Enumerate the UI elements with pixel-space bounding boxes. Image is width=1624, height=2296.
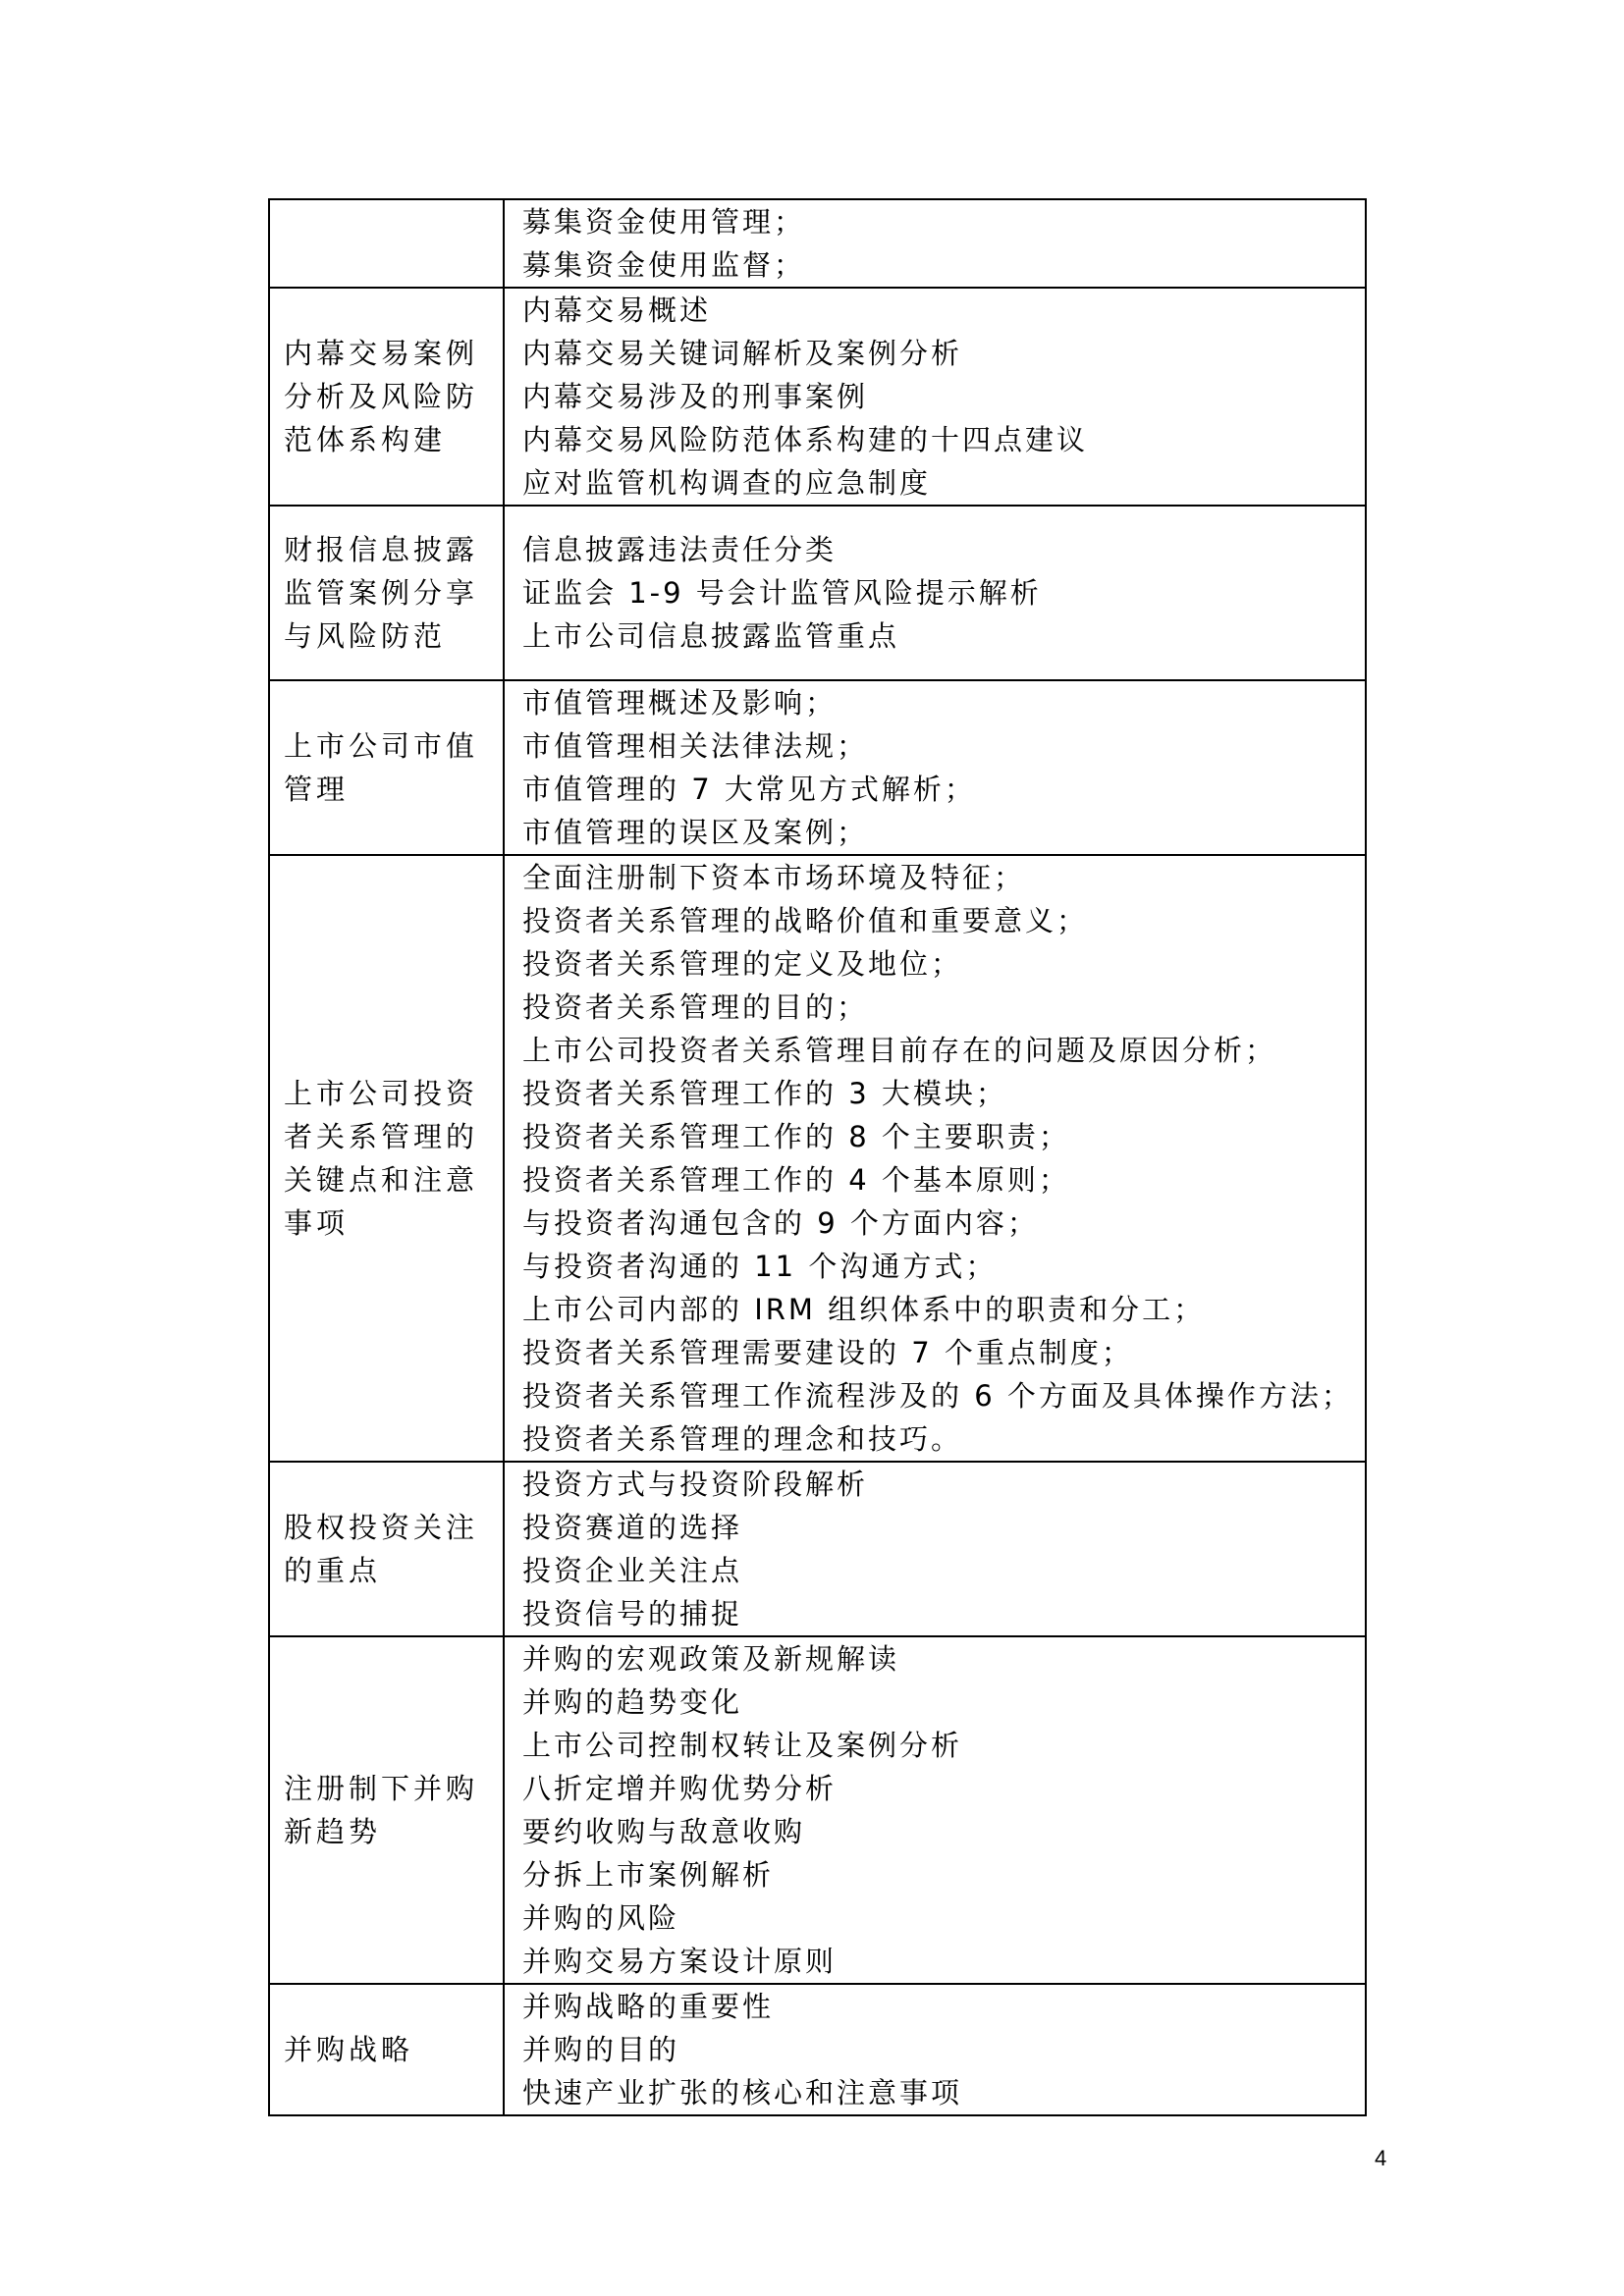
table-row xyxy=(269,199,1366,288)
course-topics-table xyxy=(268,198,1367,2116)
list-item: 信息披露违法责任分类 xyxy=(522,533,838,566)
list-item: 上市公司内部的 IRM 组织体系中的职责和分工； xyxy=(522,1293,1206,1326)
list-item: 全面注册制下资本市场环境及特征； xyxy=(522,861,1026,894)
list-item: 要约收购与敌意收购 xyxy=(522,1815,806,1848)
list-item: 投资者关系管理工作的 4 个基本原则； xyxy=(522,1163,1070,1197)
topic-cell: 财报信息披露监管案例分享与风险防范 xyxy=(269,506,504,680)
list-item: 投资者关系管理的目的； xyxy=(522,990,869,1024)
list-item: 内幕交易风险防范体系构建的十四点建议 xyxy=(522,423,1089,456)
list-item: 市值管理概述及影响； xyxy=(522,686,838,720)
items-cell xyxy=(504,1984,1366,2115)
list-item: 投资赛道的选择 xyxy=(522,1511,743,1544)
items-cell xyxy=(504,1462,1366,1636)
list-item: 募集资金使用监督； xyxy=(522,248,806,282)
table-row xyxy=(269,288,1366,506)
list-item: 八折定增并购优势分析 xyxy=(522,1772,838,1805)
list-item: 并购的目的 xyxy=(522,2033,680,2066)
topic-cell: 上市公司投资者关系管理的关键点和注意事项 xyxy=(269,855,504,1462)
items-cell xyxy=(504,1636,1366,1984)
list-item: 投资者关系管理的定义及地位； xyxy=(522,947,963,981)
list-item: 并购的风险 xyxy=(522,1901,680,1935)
list-item: 投资信号的捕捉 xyxy=(522,1597,743,1630)
list-item: 投资者关系管理的理念和技巧。 xyxy=(522,1422,963,1456)
items-cell xyxy=(504,199,1366,288)
list-item: 投资者关系管理工作流程涉及的 6 个方面及具体操作方法； xyxy=(522,1379,1353,1413)
list-item: 证监会 1-9 号会计监管风险提示解析 xyxy=(522,576,1042,610)
items-cell xyxy=(504,288,1366,506)
list-item: 投资者关系管理需要建设的 7 个重点制度； xyxy=(522,1336,1133,1369)
topic-cell: 注册制下并购新趋势 xyxy=(269,1636,504,1984)
list-item: 市值管理的误区及案例； xyxy=(522,816,869,849)
list-item: 并购的趋势变化 xyxy=(522,1685,743,1719)
list-item: 上市公司信息披露监管重点 xyxy=(522,619,900,653)
list-item: 内幕交易涉及的刑事案例 xyxy=(522,380,869,413)
list-item: 与投资者沟通包含的 9 个方面内容； xyxy=(522,1206,1039,1240)
table-row xyxy=(269,1984,1366,2115)
topic-cell: 股权投资关注的重点 xyxy=(269,1462,504,1636)
table-row xyxy=(269,506,1366,680)
list-item: 投资者关系管理工作的 3 大模块； xyxy=(522,1077,1007,1110)
table-row xyxy=(269,680,1366,855)
items-cell xyxy=(504,855,1366,1462)
table-row xyxy=(269,855,1366,1462)
list-item: 投资者关系管理的战略价值和重要意义； xyxy=(522,904,1089,937)
list-item: 内幕交易关键词解析及案例分析 xyxy=(522,337,963,370)
list-item: 快速产业扩张的核心和注意事项 xyxy=(522,2076,963,2109)
list-item: 上市公司控制权转让及案例分析 xyxy=(522,1729,963,1762)
list-item: 募集资金使用管理； xyxy=(522,205,806,239)
list-item: 内幕交易概述 xyxy=(522,294,712,327)
list-item: 并购战略的重要性 xyxy=(522,1990,775,2023)
topic-cell: 并购战略 xyxy=(269,1984,504,2115)
list-item: 投资企业关注点 xyxy=(522,1554,743,1587)
items-cell xyxy=(504,506,1366,680)
topic-cell xyxy=(269,199,504,288)
list-item: 市值管理的 7 大常见方式解析； xyxy=(522,773,976,806)
list-item: 市值管理相关法律法规； xyxy=(522,729,869,763)
topic-cell: 内幕交易案例分析及风险防范体系构建 xyxy=(269,288,504,506)
items-cell xyxy=(504,680,1366,855)
list-item: 上市公司投资者关系管理目前存在的问题及原因分析； xyxy=(522,1034,1277,1067)
page-number: 4 xyxy=(1375,2146,1387,2170)
table-row xyxy=(269,1636,1366,1984)
list-item: 分拆上市案例解析 xyxy=(522,1858,775,1892)
list-item: 与投资者沟通的 11 个沟通方式； xyxy=(522,1250,998,1283)
list-item: 投资方式与投资阶段解析 xyxy=(522,1468,869,1501)
list-item: 投资者关系管理工作的 8 个主要职责； xyxy=(522,1120,1070,1153)
topic-cell: 上市公司市值管理 xyxy=(269,680,504,855)
table-row xyxy=(269,1462,1366,1636)
list-item: 并购的宏观政策及新规解读 xyxy=(522,1642,900,1676)
list-item: 并购交易方案设计原则 xyxy=(522,1945,838,1978)
list-item: 应对监管机构调查的应急制度 xyxy=(522,466,932,500)
